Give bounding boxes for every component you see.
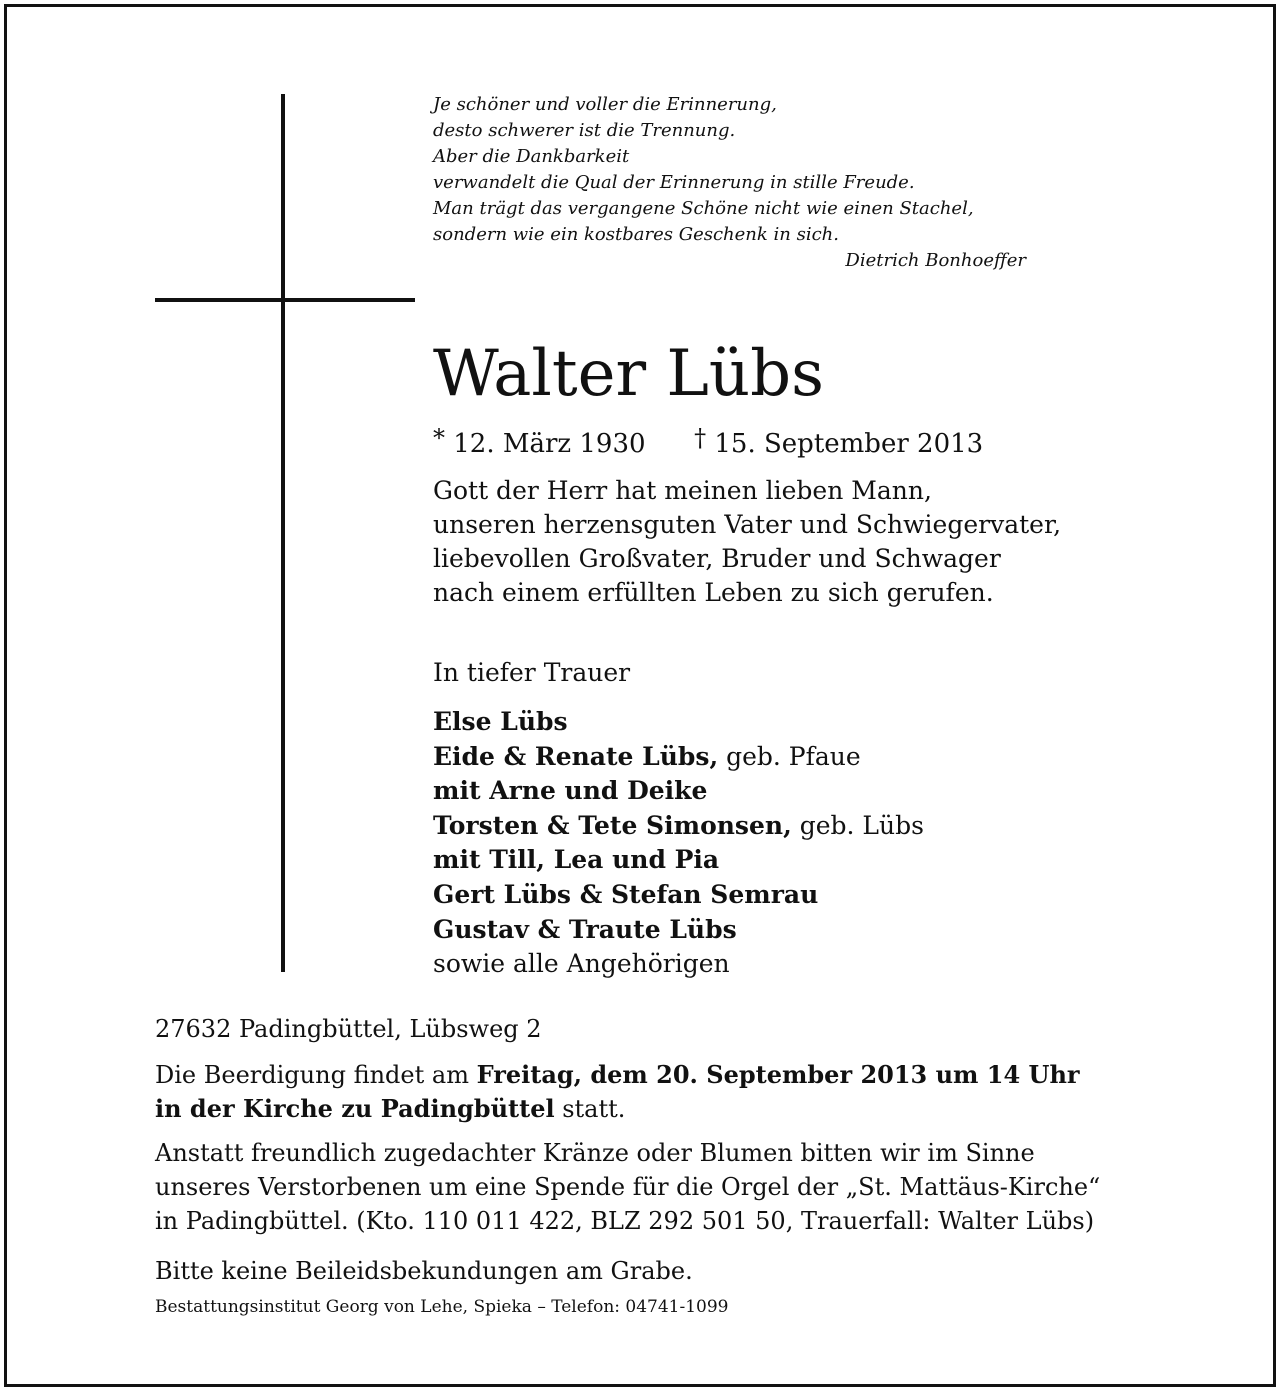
family-member: sowie alle Angehörigen — [433, 949, 730, 979]
quote-line: sondern wie ein kostbares Geschenk in sich. — [433, 224, 839, 245]
funeral-line — [155, 1058, 1155, 1092]
donation-line: unseres Verstorbenen um eine Spende für die Orgel der „St. Mattäus-Kirche“ — [155, 1173, 1101, 1201]
birth-star-icon: * — [433, 424, 445, 452]
funeral-suffix: statt. — [554, 1095, 626, 1123]
family-member — [433, 913, 924, 948]
quote-line: Je schöner und voller die Erinnerung, — [433, 94, 777, 115]
life-dates — [433, 420, 983, 462]
family-name: Gustav & Traute Lübs — [433, 914, 737, 944]
family-name: Torsten & Tete Simonsen, — [433, 810, 792, 840]
family-member — [433, 740, 924, 775]
family-member — [433, 878, 924, 913]
undertaker-info: Bestattungsinstitut Georg von Lehe, Spieka – Telefon: 04741-1099 — [155, 1297, 729, 1317]
family-note: geb. Lübs — [791, 810, 924, 840]
funeral-date: Freitag, dem 20. September 2013 um 14 Uhr — [476, 1060, 1080, 1089]
announcement — [433, 474, 1061, 610]
cross-horizontal-beam — [155, 298, 415, 302]
family-name: mit Till, Lea und Pia — [433, 845, 720, 875]
family-name: Else Lübs — [433, 707, 568, 736]
cross-vertical-beam — [281, 94, 285, 972]
family-name: mit Arne und Deike — [433, 776, 708, 806]
announcement-line: liebevollen Großvater, Bruder und Schwager — [433, 544, 1001, 573]
donation-request — [155, 1136, 1155, 1238]
quote-author: Dietrich Bonhoeffer — [845, 250, 1026, 271]
quote-line: Man trägt das vergangene Schöne nicht wie einen Stachel, — [433, 198, 974, 219]
deceased-name: Walter Lübs — [433, 337, 824, 411]
quote-line: Aber die Dankbarkeit — [433, 146, 630, 167]
family-member — [433, 809, 924, 844]
family-member — [433, 705, 924, 740]
funeral-place: in der Kirche zu Padingbüttel — [155, 1094, 555, 1123]
quote — [433, 92, 1033, 274]
funeral-notice — [155, 1058, 1155, 1126]
no-condolences-note: Bitte keine Beileidsbekundungen am Grabe. — [155, 1257, 693, 1285]
family-member — [433, 843, 924, 878]
quote-line: verwandelt die Qual der Erinnerung in stille Freude. — [433, 172, 915, 193]
funeral-line — [155, 1092, 1155, 1126]
address: 27632 Padingbüttel, Lübsweg 2 — [155, 1015, 542, 1043]
announcement-line: unseren herzensguten Vater und Schwiegervater, — [433, 510, 1062, 539]
family-note: geb. Pfaue — [718, 741, 861, 771]
quote-line: desto schwerer ist die Trennung. — [433, 120, 736, 141]
family-list — [433, 705, 924, 982]
birth-date: 12. März 1930 — [453, 429, 646, 459]
family-name: Gert Lübs & Stefan Semrau — [433, 879, 819, 909]
donation-line: in Padingbüttel. (Kto. 110 011 422, BLZ 292 501 50, Trauerfall: Walter Lübs) — [155, 1207, 1095, 1235]
family-name: Eide & Renate Lübs, — [433, 741, 719, 771]
death-date: 15. September 2013 — [714, 429, 984, 459]
family-member — [433, 774, 924, 809]
donation-line: Anstatt freundlich zugedachter Kränze oder Blumen bitten wir im Sinne — [155, 1139, 1035, 1167]
death-cross-icon: † — [694, 424, 707, 452]
announcement-line: Gott der Herr hat meinen lieben Mann, — [433, 476, 932, 505]
mourning-label: In tiefer Trauer — [433, 658, 631, 687]
funeral-prefix: Die Beerdigung findet am — [155, 1061, 477, 1089]
announcement-line: nach einem erfüllten Leben zu sich gerufen. — [433, 578, 994, 607]
